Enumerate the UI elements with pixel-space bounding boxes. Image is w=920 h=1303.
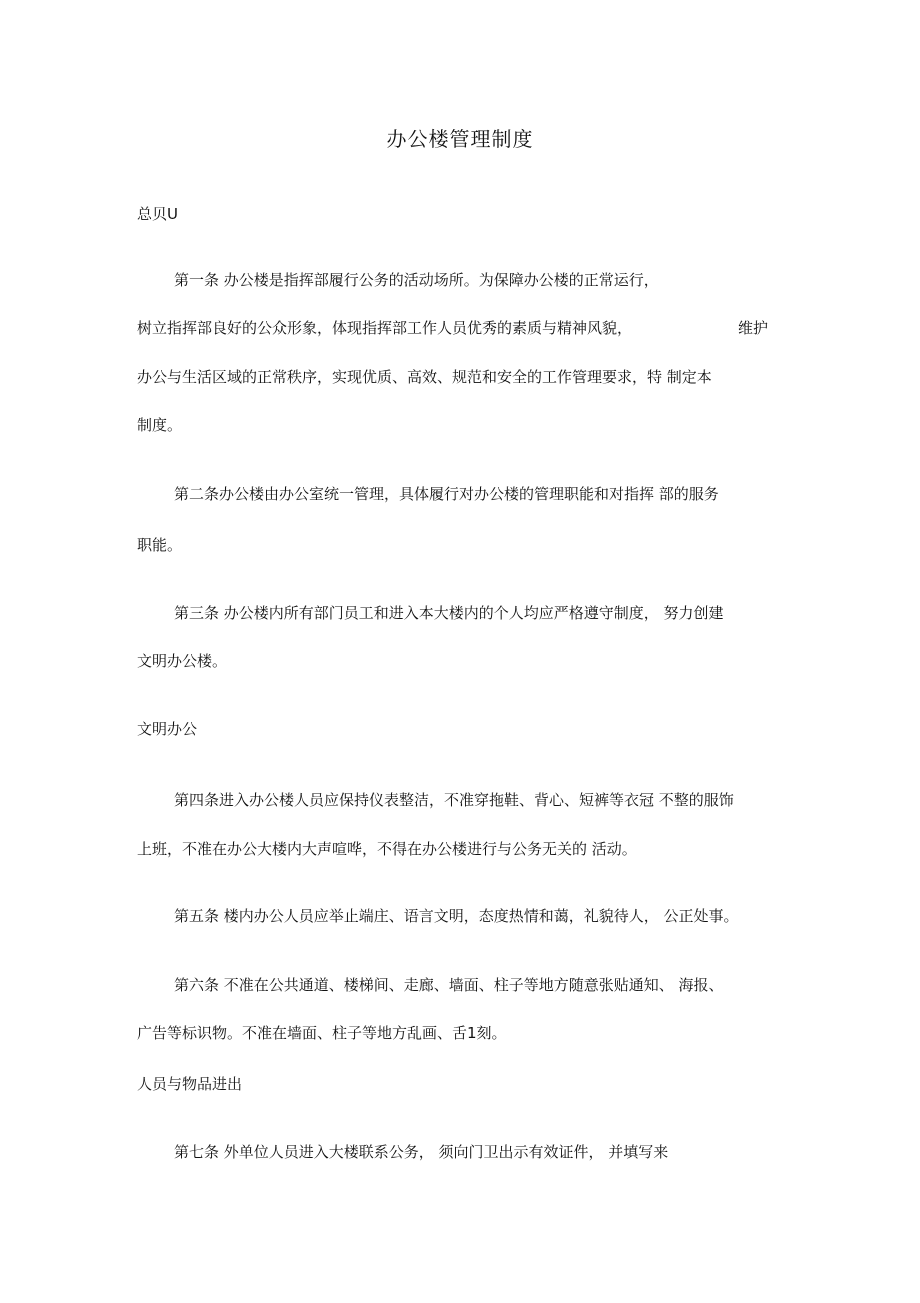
article-3-line-2: 文明办公楼。 — [137, 652, 228, 670]
article-4-line-1: 第四条进入办公楼人员应保持仪表整洁，不准穿拖鞋、背心、短裤等衣冠 不整的服饰 — [174, 791, 734, 809]
article-2-line-2: 职能。 — [137, 536, 183, 554]
article-1-line-1: 第一条 办公楼是指挥部履行公务的活动场所。为保障办公楼的正常运行， — [174, 271, 659, 289]
article-5-line-1: 第五条 楼内办公人员应举止端庄、语言文明，态度热情和蔼，礼貌待人， 公正处事。 — [174, 907, 739, 925]
article-3-line-1: 第三条 办公楼内所有部门员工和进入本大楼内的个人均应严格遵守制度， 努力创建 — [174, 604, 724, 622]
article-1-line-2: 树立指挥部良好的公众形象，体现指挥部工作人员优秀的素质与精神风貌， — [137, 319, 633, 337]
article-2-line-1: 第二条办公楼由办公室统一管理，具体履行对办公楼的管理职能和对指挥 部的服务 — [174, 485, 719, 503]
article-1-line-4: 制度。 — [137, 416, 183, 434]
article-6-line-2: 广告等标识物。不准在墙面、柱子等地方乱画、舌1刻。 — [137, 1024, 507, 1042]
article-1-line-2-end: 维护 — [738, 319, 769, 337]
article-1-line-3: 办公与生活区域的正常秩序，实现优质、高效、规范和安全的工作管理要求，特 制定本 — [137, 368, 712, 386]
section-heading-civil: 文明办公 — [137, 720, 198, 738]
document-title: 办公楼管理制度 — [386, 127, 534, 151]
article-4-line-2: 上班，不准在办公大楼内大声喧哗，不得在办公楼进行与公务无关的 活动。 — [137, 840, 637, 858]
article-7-line-1: 第七条 外单位人员进入大楼联系公务， 须向门卫出示有效证件， 并填写来 — [174, 1143, 669, 1161]
article-6-line-1: 第六条 不准在公共通道、楼梯间、走廊、墙面、柱子等地方随意张贴通知、 海报、 — [174, 976, 724, 994]
section-heading-access: 人员与物品进出 — [137, 1075, 243, 1093]
section-heading-general: 总贝U — [137, 205, 178, 223]
